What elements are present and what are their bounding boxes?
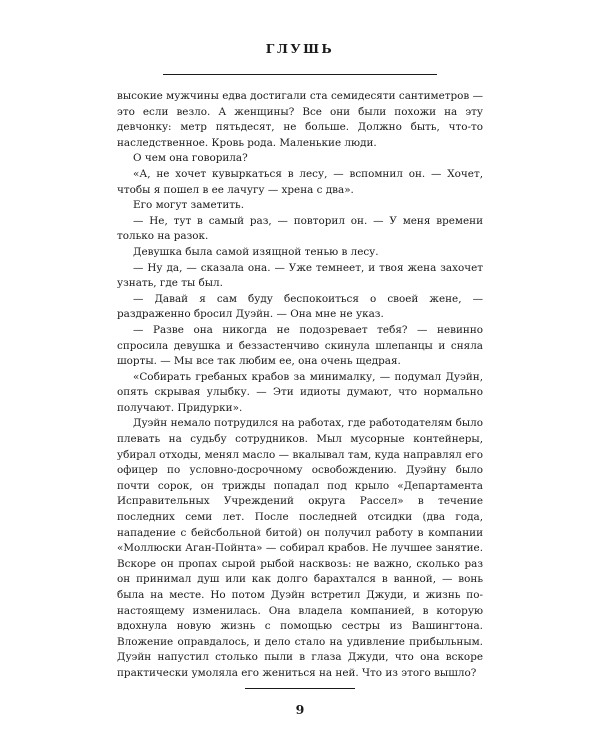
footer-rule [245, 688, 355, 689]
body-text [117, 89, 483, 682]
paragraph-6: Девушка была самой изящной тенью в лесу. [133, 245, 379, 258]
paragraph-7: — Ну да, — сказала она. — Уже темнеет, и твоя жена захочет узнать, где ты был. [117, 261, 483, 290]
paragraph-8: — Давай я сам буду беспокоиться о своей жене, — раздраженно бросил Дуэйн. — Она мне не указ. [117, 292, 483, 321]
page-number: 9 [295, 702, 305, 717]
running-title: ГЛУШЬ [265, 41, 335, 56]
paragraph-10: «Собирать гребаных крабов за минималку, — подумал Дуэйн, опять скрывая улыбку. — Эти идиоты думают, что нормально получают. Придурки». [117, 370, 483, 414]
paragraph-5: — Не, тут в самый раз, — повторил он. — У меня времени только на разок. [117, 214, 483, 243]
paragraph-9: — Разве она никогда не подозревает тебя? — невинно спросила девушка и беззастенчиво скинула шлепанцы и сняла шорты. — Мы все так любим ее, она очень щедрая. [117, 323, 483, 368]
paragraph-4: Его могут заметить. [133, 199, 245, 212]
paragraph-11: Дуэйн немало потрудился на работах, где работодателям было плевать на судьбу сотрудников. Мыл мусорные контейнеры, убирал отходы, менял масло — вкалывал там, куда направлял его офицер по условно-досрочному освобождению. Дуэйну было почти сорок, он трижды попадал под крыло «Департамента Исправительных Учреждений округа Рассел» в течение последних семи лет. После последней отсидки (два года, нападение с бейсбольной битой) он получил работу в компании «Моллюски Аган-Пойнта» — собирал крабов. Не лучшее занятие. Вскоре он пропах сырой рыбой насквозь: не важно, сколько раз он принимал душ или как долго барахтался в ванной, — вонь была на месте. Но потом Дуэйн встретил Джуди, и жизнь по-настоящему изменилась. Она владела компанией, в которую вдохнула новую жизнь с помощью сестры из Вашингтона. Вложение оправдалось, и дело стало на удивление прибыльным. Дуэйн напустил столько пыли в глаза Джуди, что она вскоре практически умоляла его жениться на ней. Что из этого вышло? [117, 417, 483, 679]
paragraph-3: «А, не хочет кувыркаться в лесу, — вспомнил он. — Хочет, чтобы я пошел в ее лачугу — хрена с два». [117, 167, 483, 196]
paragraph-1: высокие мужчины едва достигали ста семидесяти сантиметров — это если везло. А женщины? Все они были похожи на эту девчонку: метр пятьдесят, не больше. Должно быть, что-то наследственное. Кровь рода. Маленькие люди. [117, 90, 483, 149]
header-rule [163, 74, 437, 75]
paragraph-2: О чем она говорила? [133, 152, 248, 165]
